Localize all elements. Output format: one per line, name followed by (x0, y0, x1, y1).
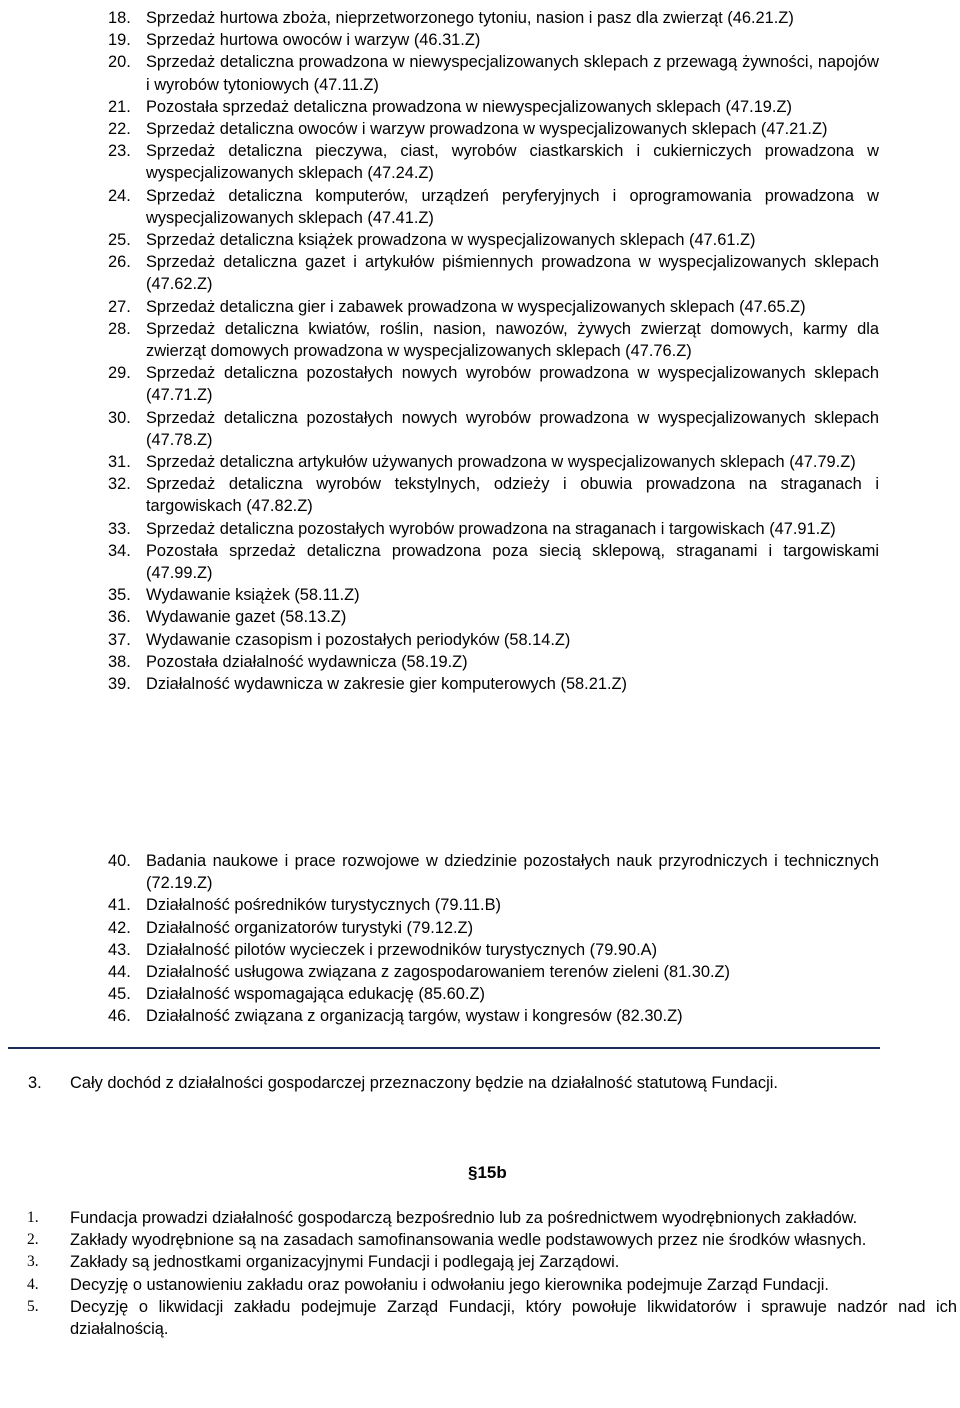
item-text: Sprzedaż detaliczna artykułów używanych prowadzona w wyspecjalizowanych sklepach (47.79.Z) (146, 453, 856, 472)
item-number: 37. (108, 630, 131, 649)
section-heading: §15b (468, 1163, 507, 1182)
list-item (0, 673, 879, 695)
item-text: Sprzedaż detaliczna kwiatów, roślin, nasion, nawozów, żywych zwierząt domowych, karmy dla zwierząt domowych prowadzona w wyspecjalizowanych sklepach (47.76.Z) (146, 319, 879, 361)
list-item (0, 917, 879, 939)
list-item (0, 651, 879, 673)
list-item (0, 1251, 957, 1273)
item-number: 28. (108, 319, 131, 338)
item-number: 30. (108, 408, 131, 427)
list-item (0, 894, 879, 916)
clause-number: 3. (28, 1074, 42, 1092)
list-item (0, 983, 879, 1005)
list-item (0, 1274, 957, 1296)
clause-text: Cały dochód z działalności gospodarczej przeznaczony będzie na działalność statutową Fundacji. (70, 1074, 778, 1092)
item-number: 40. (108, 852, 131, 870)
item-number: 3. (27, 1253, 39, 1271)
item-number: 46. (108, 1007, 131, 1026)
item-number: 41. (108, 896, 131, 915)
list-item (0, 939, 879, 961)
item-number: 2. (27, 1231, 39, 1249)
list-item (0, 1229, 957, 1251)
list-item (0, 318, 879, 362)
item-text: Sprzedaż hurtowa owoców i warzyw (46.31.Z) (146, 31, 481, 50)
item-text: Działalność pośredników turystycznych (79.11.B) (146, 896, 501, 915)
list-item (0, 629, 879, 651)
item-text: Pozostała działalność wydawnicza (58.19.Z) (146, 652, 468, 671)
item-text: Działalność wspomagająca edukację (85.60.Z) (146, 985, 485, 1004)
item-number: 33. (108, 519, 131, 538)
item-number: 27. (108, 297, 131, 316)
item-text: Decyzję o ustanowieniu zakładu oraz powołaniu i odwołaniu jego kierownika podejmuje Zarząd Fundacji. (70, 1275, 829, 1294)
list-item (0, 118, 879, 140)
list-item (0, 518, 879, 540)
list-item (0, 296, 879, 318)
item-number: 21. (108, 97, 131, 116)
item-text: Działalność wydawnicza w zakresie gier komputerowych (58.21.Z) (146, 675, 627, 694)
item-number: 5. (27, 1297, 39, 1315)
item-text: Sprzedaż detaliczna gazet i artykułów piśmiennych prowadzona w wyspecjalizowanych sklepach (47.62.Z) (146, 253, 879, 294)
list-item (0, 7, 879, 29)
item-number: 25. (108, 231, 131, 250)
list-item (0, 229, 879, 251)
list-item (0, 606, 879, 628)
item-number: 31. (108, 453, 131, 472)
item-text: Sprzedaż detaliczna prowadzona w niewyspecjalizowanych sklepach z przewagą żywności, napojów i wyrobów tytoniowych (47.11.Z) (146, 53, 879, 94)
item-text: Sprzedaż detaliczna owoców i warzyw prowadzona w wyspecjalizowanych sklepach (47.21.Z) (146, 120, 828, 139)
list-item (0, 96, 879, 118)
item-text: Wydawanie czasopism i pozostałych periodyków (58.14.Z) (146, 630, 571, 649)
item-number: 36. (108, 608, 131, 627)
item-number: 34. (108, 541, 131, 560)
item-text: Sprzedaż hurtowa zboża, nieprzetworzonego tytoniu, nasion i pasz dla zwierząt (46.21.Z) (146, 9, 794, 27)
item-number: 44. (108, 963, 131, 982)
item-number: 22. (108, 120, 131, 139)
item-text: Sprzedaż detaliczna pieczywa, ciast, wyrobów ciastkarskich i cukierniczych prowadzona w wyspecjalizowanych sklepach (47.24.Z) (146, 142, 879, 183)
item-text: Sprzedaż detaliczna książek prowadzona w wyspecjalizowanych sklepach (47.61.Z) (146, 231, 756, 250)
item-number: 45. (108, 985, 131, 1004)
item-number: 24. (108, 186, 131, 205)
item-text: Zakłady wyodrębnione są na zasadach samofinansowania wedle podstawowych przez nie środków własnych. (70, 1231, 867, 1250)
item-text: Sprzedaż detaliczna wyrobów tekstylnych, odzieży i obuwia prowadzona na straganach i targowiskach (47.82.Z) (146, 475, 879, 516)
list-item (0, 362, 879, 406)
section-15b-list (0, 1207, 957, 1340)
item-text: Zakłady są jednostkami organizacyjnymi Fundacji i podlegają jej Zarządowi. (70, 1253, 620, 1272)
activity-list-part-2 (0, 850, 879, 1028)
item-number: 32. (108, 475, 131, 494)
item-number: 42. (108, 918, 131, 937)
horizontal-divider (8, 1047, 880, 1049)
item-text: Fundacja prowadzi działalność gospodarczą bezpośrednio lub za pośrednictwem wyodrębnionych zakładów. (70, 1209, 858, 1227)
list-item (0, 473, 879, 517)
item-text: Pozostała sprzedaż detaliczna prowadzona w niewyspecjalizowanych sklepach (47.19.Z) (146, 97, 792, 116)
list-item (0, 140, 879, 184)
list-item (0, 1005, 879, 1027)
item-number: 38. (108, 652, 131, 671)
item-number: 23. (108, 142, 131, 161)
item-number: 39. (108, 675, 131, 694)
item-number: 19. (108, 31, 131, 50)
item-text: Sprzedaż detaliczna gier i zabawek prowadzona w wyspecjalizowanych sklepach (47.65.Z) (146, 297, 806, 316)
item-number: 18. (108, 9, 131, 27)
item-number: 26. (108, 253, 131, 272)
item-text: Decyzję o likwidacji zakładu podejmuje Zarząd Fundacji, który powołuje likwidatorów i sprawuje nadzór nad ich działalnością. (70, 1297, 957, 1339)
list-item (0, 1296, 957, 1340)
list-item (0, 185, 879, 229)
item-text: Działalność usługowa związana z zagospodarowaniem terenów zieleni (81.30.Z) (146, 963, 730, 982)
item-text: Wydawanie książek (58.11.Z) (146, 586, 360, 605)
item-text: Działalność pilotów wycieczek i przewodników turystycznych (79.90.A) (146, 940, 658, 959)
list-item (0, 51, 879, 95)
item-text: Sprzedaż detaliczna pozostałych wyrobów prowadzona na straganach i targowiskach (47.91.Z) (146, 519, 836, 538)
item-text: Sprzedaż detaliczna pozostałych nowych wyrobów prowadzona w wyspecjalizowanych sklepach (47.71.Z) (146, 364, 879, 405)
list-item (0, 850, 879, 894)
item-number: 4. (27, 1275, 39, 1293)
item-number: 20. (108, 53, 131, 72)
item-text: Sprzedaż detaliczna komputerów, urządzeń peryferyjnych i oprogramowania prowadzona w wyspecjalizowanych sklepach (47.41.Z) (146, 186, 879, 227)
item-text: Badania naukowe i prace rozwojowe w dziedzinie pozostałych nauk przyrodniczych i technicznych (72.19.Z) (146, 852, 879, 893)
list-item (0, 251, 879, 295)
item-number: 1. (27, 1209, 39, 1226)
item-text: Działalność związana z organizacją targów, wystaw i kongresów (82.30.Z) (146, 1007, 683, 1026)
item-number: 43. (108, 940, 131, 959)
list-item (0, 29, 879, 51)
list-item (0, 961, 879, 983)
list-item (0, 540, 879, 584)
item-number: 29. (108, 364, 131, 383)
list-item (0, 584, 879, 606)
list-item (0, 407, 879, 451)
item-text: Wydawanie gazet (58.13.Z) (146, 608, 347, 627)
activity-list-part-1 (0, 7, 879, 695)
list-item (0, 451, 879, 473)
item-number: 35. (108, 586, 131, 605)
item-text: Sprzedaż detaliczna pozostałych nowych wyrobów prowadzona w wyspecjalizowanych sklepach (47.78.Z) (146, 408, 879, 449)
item-text: Działalność organizatorów turystyki (79.12.Z) (146, 918, 474, 937)
item-text: Pozostała sprzedaż detaliczna prowadzona poza siecią sklepową, straganami i targowiskami (47.99.Z) (146, 541, 879, 583)
list-item (0, 1207, 957, 1229)
